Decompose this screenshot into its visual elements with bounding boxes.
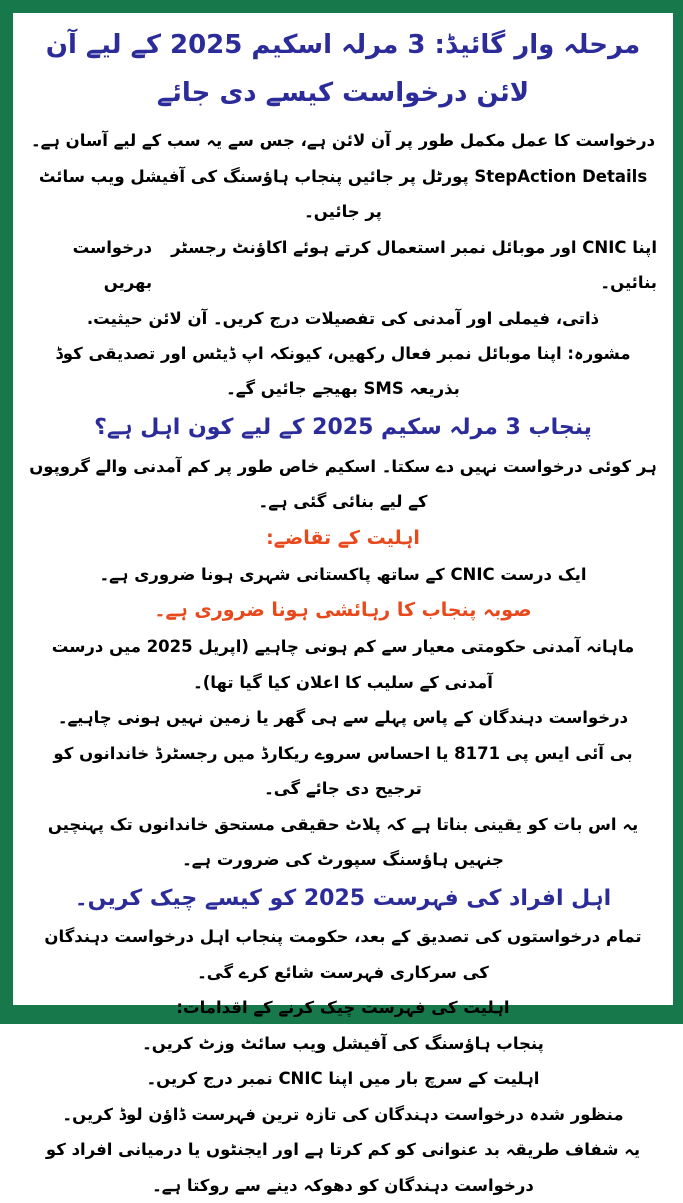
paragraph-step-action-details: StepAction Details پورٹل پر جائیں پنجاب ہاؤسنگ کی آفیشل ویب سائٹ پر جائیں۔ <box>38 166 648 222</box>
paragraph-transparency-note: یہ شفاف طریقہ بد عنوانی کو کم کرتا ہے اور ایجنٹوں یا درمیانی افراد کو درخواست دہندگان کو دھوکہ دینے سے روکتا ہے۔ <box>45 1140 641 1195</box>
subheading-punjab-resident: صوبہ پنجاب کا رہائشی ہونا ضروری ہے۔ <box>154 599 532 622</box>
paragraph-no-house-or-land: درخواست دہندگان کے پاس پہلے سے ہی گھر یا زمین نہیں ہونی چاہیے۔ <box>57 708 629 728</box>
paragraph-download-latest-list: منظور شدہ درخواست دہندگان کی تازہ ترین فہرست ڈاؤن لوڈ کریں۔ <box>62 1104 624 1124</box>
paragraph-monthly-income: ماہانہ آمدنی حکومتی معیار سے کم ہونی چاہیے (اپریل 2025 میں درست آمدنی کے سلیب کا اعلان کیا گیا تھا)۔ <box>51 637 635 692</box>
paragraph-visit-official-website: پنجاب ہاؤسنگ کی آفیشل ویب سائٹ وزٹ کریں۔ <box>142 1033 544 1053</box>
paragraph-bisp-8171-priority: بی آئی ایس پی 8171 یا احساس سروے ریکارڈ میں رجسٹرڈ خاندانوں کو ترجیح دی جائے گی۔ <box>53 743 633 799</box>
paragraph-official-list-published: تمام درخواستوں کی تصدیق کے بعد، حکومت پنجاب اہل درخواست دہندگان کی سرکاری فہرست شائع کرے گی۔ <box>44 927 642 982</box>
paragraph-pakistani-citizen-cnic: ایک درست CNIC کے ساتھ پاکستانی شہری ہونا ضروری ہے۔ <box>99 564 587 584</box>
paragraph-advice-sms: مشورہ: اپنا موبائل نمبر فعال رکھیں، کیونکہ اپ ڈیٹس اور تصدیقی کوڈ بذریعہ SMS بھیجے جائیں گے۔ <box>55 344 631 399</box>
paragraph-process-online: درخواست کا عمل مکمل طور پر آن لائن ہے، جس سے یہ سب کے لیے آسان ہے۔ <box>30 131 656 151</box>
subheading-eligibility-requirements: اہلیت کے تقاضے: <box>266 526 420 549</box>
document-title: مرحلہ وار گائیڈ: 3 مرلہ اسکیم 2025 کے لیے آن لائن درخواست کیسے دی جائے <box>45 30 641 109</box>
paragraph-register-account-right: اپنا CNIC اور موبائل نمبر استعمال کرتے ہوئے اکاؤنٹ رجسٹر بنائیں۔ <box>171 237 657 293</box>
paragraph-steps-to-check-list: اہلیت کی فہرست چیک کرنے کے اقدامات: <box>176 998 510 1018</box>
paragraph-enter-details: ذاتی، فیملی اور آمدنی کی تفصیلات درج کریں۔ آن لائن حیثیت. <box>86 308 600 328</box>
document-page <box>13 13 673 1195</box>
section-heading-who-is-eligible: پنجاب 3 مرلہ سکیم 2025 کے لیے کون اہل ہے؟ <box>94 414 592 440</box>
paragraph-low-income-groups: ہر کوئی درخواست نہیں دے سکتا۔ اسکیم خاص طور پر کم آمدنی والے گروپوں کے لیے بنائی گئی ہے۔ <box>29 456 657 512</box>
paragraph-register-account <box>29 230 657 301</box>
section-heading-check-list-2025: اہل افراد کی فہرست 2025 کو کیسے چیک کریں۔ <box>74 885 612 911</box>
paragraph-deserving-families: یہ اس بات کو یقینی بناتا ہے کہ پلاٹ حقیقی مستحق خاندانوں تک پہنچیں جنہیں ہاؤسنگ سپورٹ کی ضرورت ہے۔ <box>47 814 639 870</box>
paragraph-fill-application-left: درخواست بھریں <box>72 237 153 293</box>
paragraph-enter-cnic-search-bar: اہلیت کے سرچ بار میں اپنا CNIC نمبر درج کریں۔ <box>146 1069 540 1089</box>
